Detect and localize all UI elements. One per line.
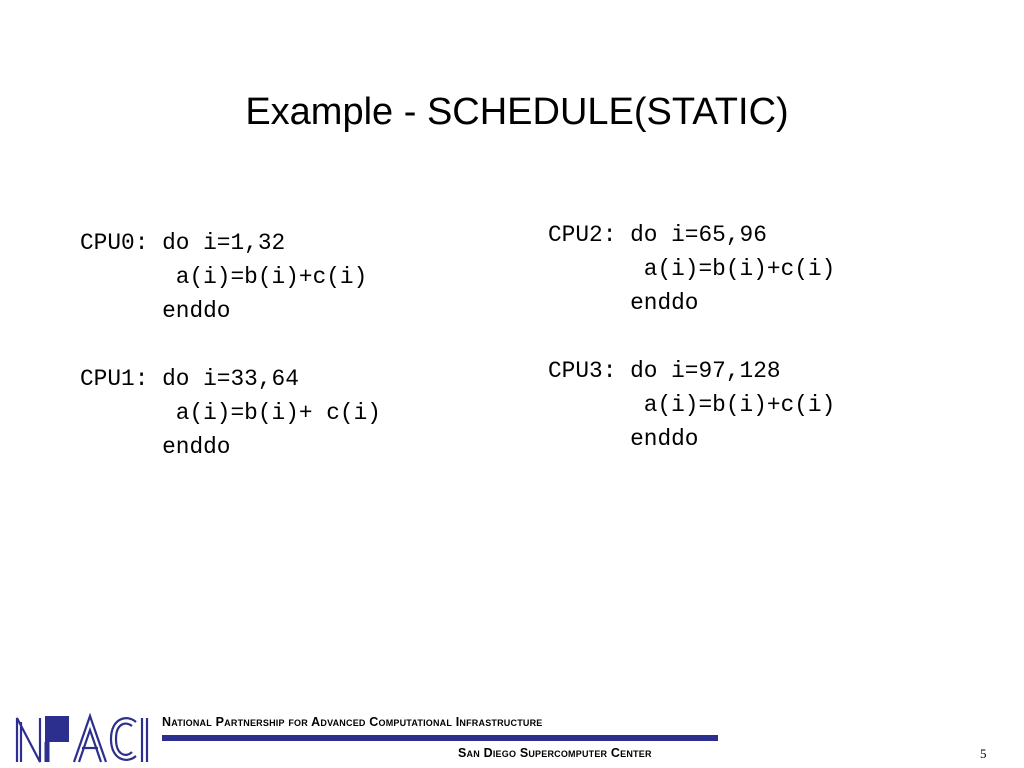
code-line: enddo: [80, 434, 231, 460]
code-line: enddo: [548, 426, 699, 452]
code-block-left: [80, 226, 381, 464]
footer-divider-bar: [162, 735, 718, 741]
code-line: CPU3: do i=97,128: [548, 358, 781, 384]
footer-partnership-text: National Partnership for Advanced Computational Infrastructure: [162, 715, 543, 729]
code-line: a(i)=b(i)+ c(i): [80, 400, 381, 426]
code-line: CPU0: do i=1,32: [80, 230, 286, 256]
code-line: a(i)=b(i)+c(i): [548, 392, 836, 418]
code-line: enddo: [548, 290, 699, 316]
slide-title: Example - SCHEDULE(STATIC): [245, 91, 789, 133]
code-line: CPU1: do i=33,64: [80, 366, 299, 392]
code-line: a(i)=b(i)+c(i): [80, 264, 368, 290]
code-line: enddo: [80, 298, 231, 324]
code-line: a(i)=b(i)+c(i): [548, 256, 836, 282]
page-number: 5: [980, 746, 987, 761]
code-line: CPU2: do i=65,96: [548, 222, 767, 248]
code-line: [548, 320, 835, 354]
footer-center-text: San Diego Supercomputer Center: [458, 746, 652, 760]
code-block-right: [548, 218, 835, 456]
code-line: [80, 328, 381, 362]
npaci-logo: [14, 712, 158, 764]
